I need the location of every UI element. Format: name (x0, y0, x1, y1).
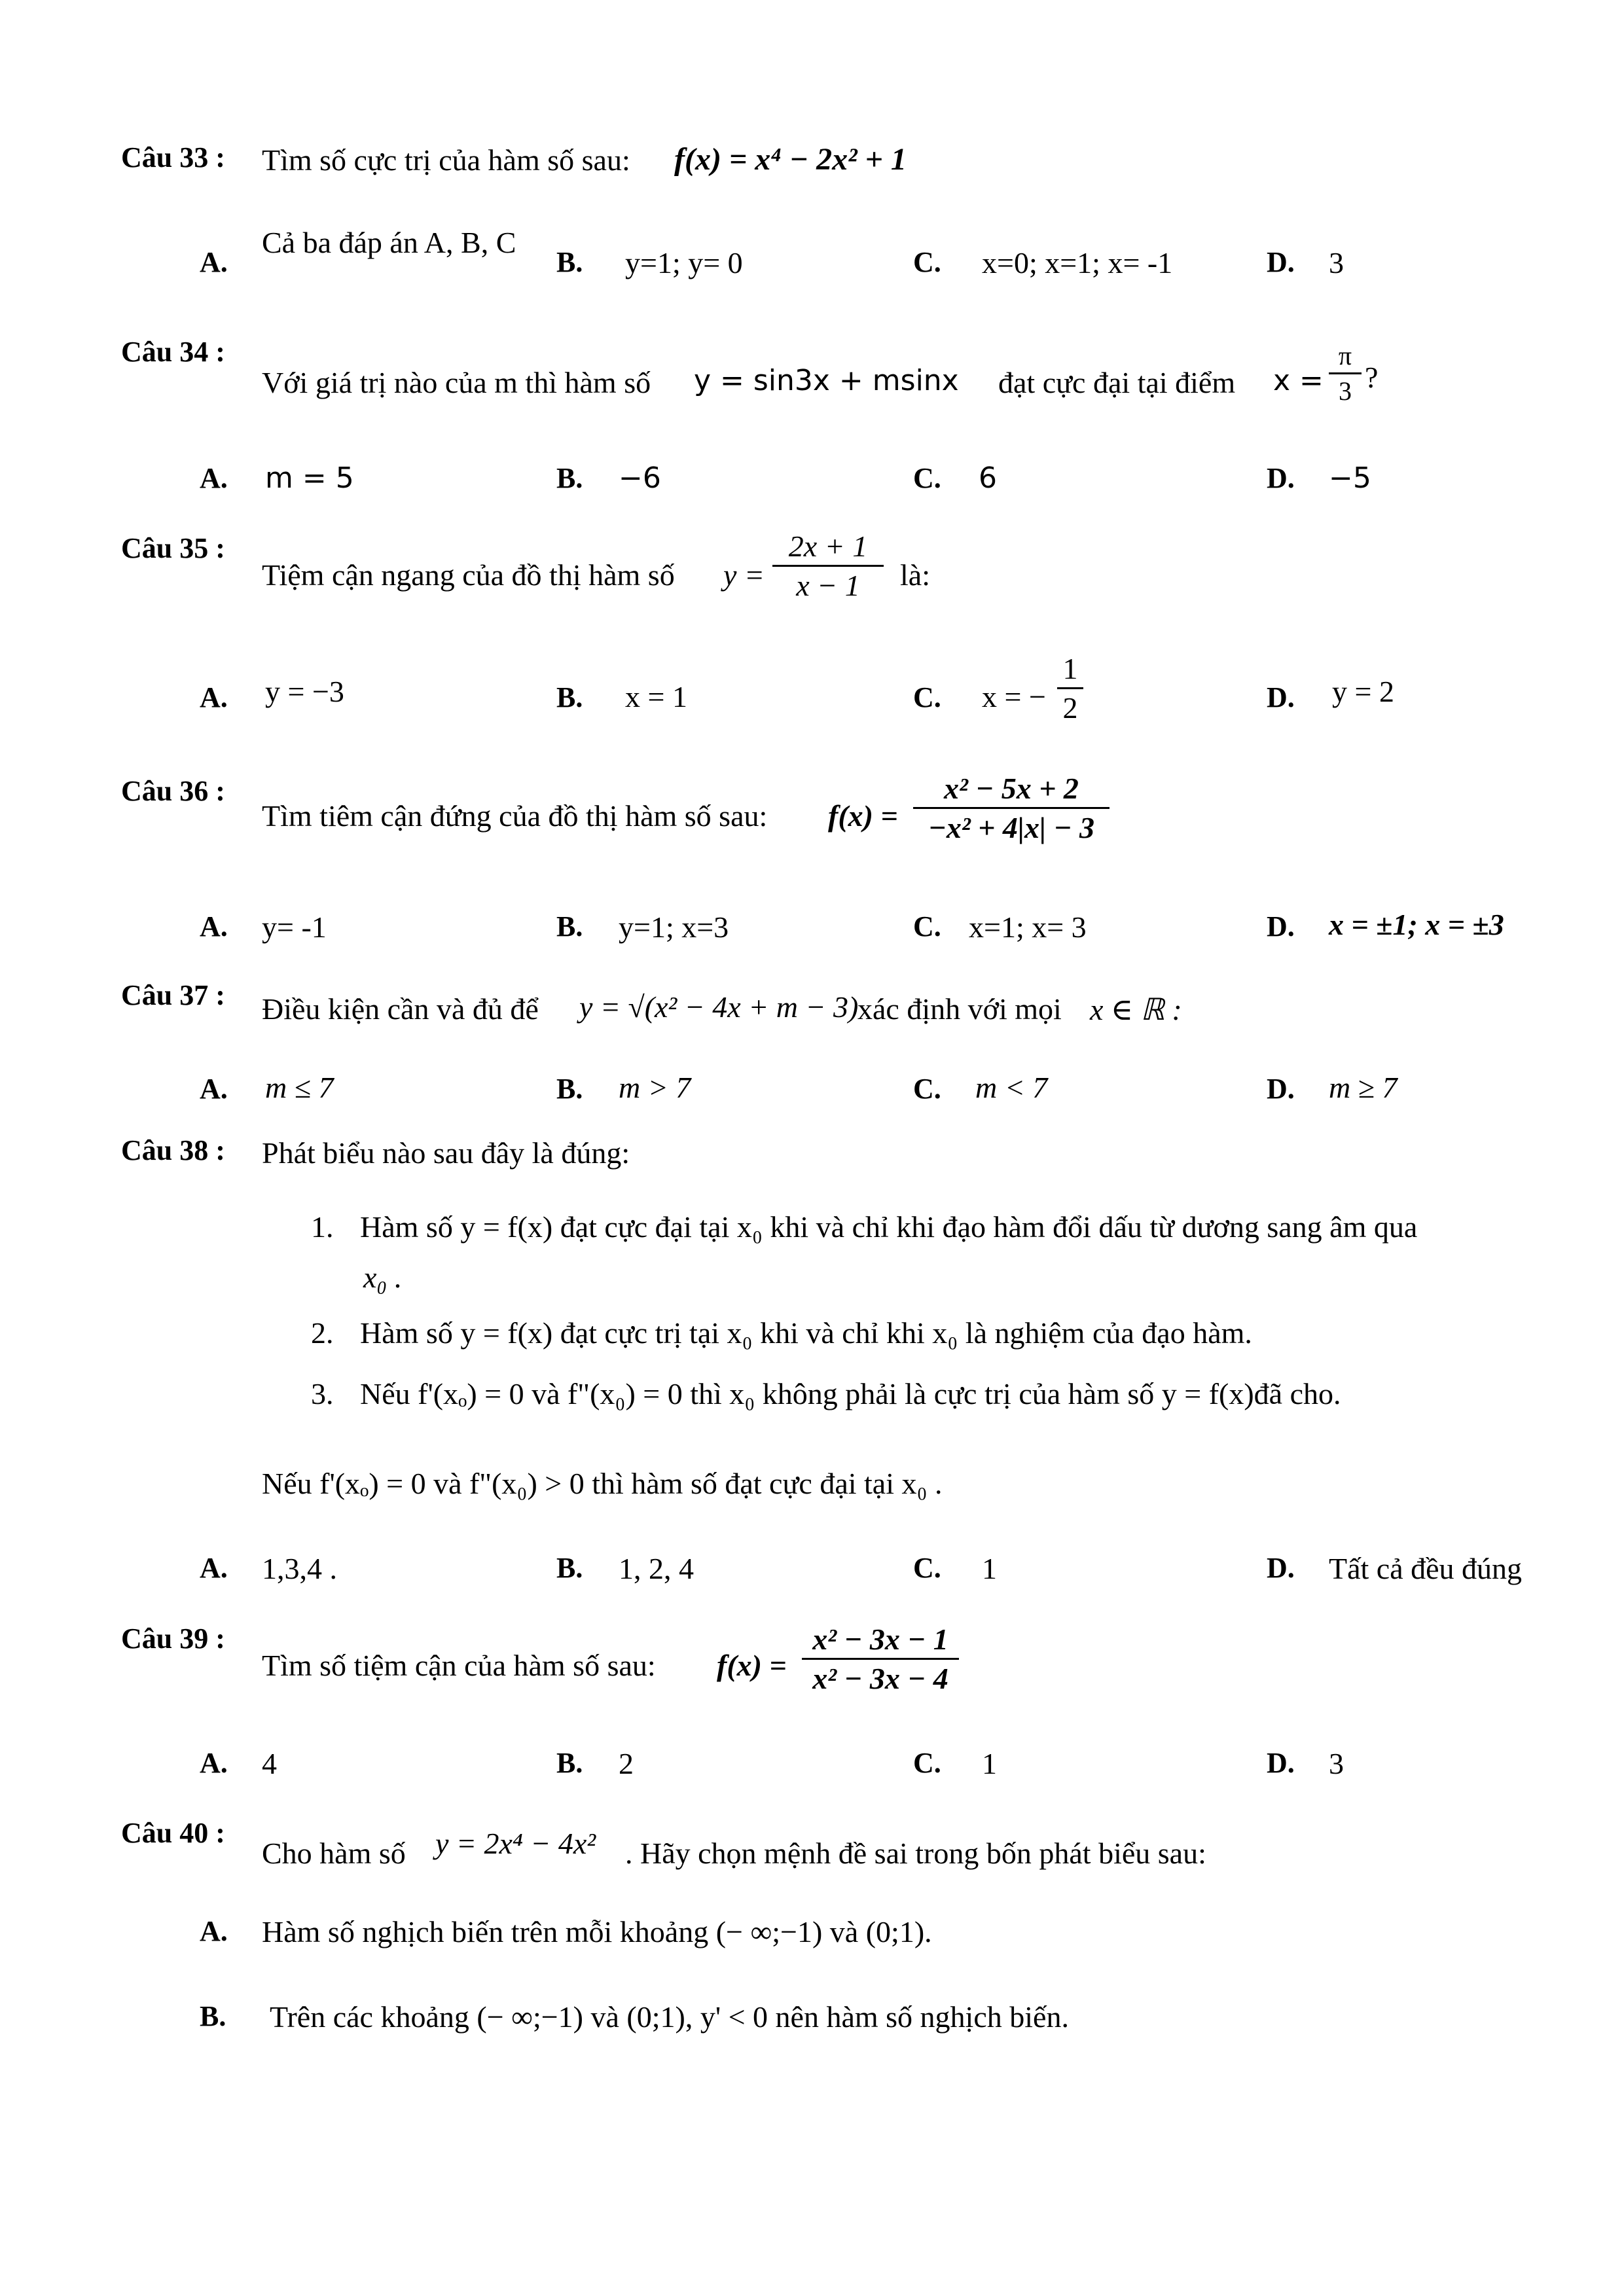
list-item: Hàm số y = f(x) đạt cực đại tại x₀ khi và chỉ khi đạo hàm đổi dấu từ dương sang âm qua (360, 1210, 1418, 1244)
option-text[interactable]: x=1; x= 3 (969, 910, 1087, 944)
option-letter[interactable]: D. (1267, 462, 1295, 494)
option-text[interactable]: 1,3,4 . (262, 1552, 337, 1585)
option-letter[interactable]: A. (200, 246, 228, 278)
question-mark: ? (1365, 361, 1379, 394)
option-text[interactable]: 4 (262, 1747, 277, 1780)
option-letter[interactable]: B. (556, 910, 583, 942)
option-text[interactable]: 3 (1329, 1747, 1344, 1780)
fraction-numerator: 2x + 1 (788, 529, 868, 563)
list-number: 2. (311, 1316, 334, 1350)
option-letter[interactable]: A. (200, 1747, 228, 1779)
option-letter[interactable]: D. (1267, 1073, 1295, 1105)
list-item: Hàm số y = f(x) đạt cực trị tại x₀ khi và chỉ khi x₀ là nghiệm của đạo hàm. (360, 1316, 1252, 1350)
option-letter[interactable]: B. (556, 681, 583, 713)
option-letter[interactable]: B. (556, 1552, 583, 1584)
fraction-denominator: x² − 3x − 4 (812, 1662, 948, 1695)
question-formula: y = 2x⁴ − 4x² (435, 1827, 596, 1860)
option-text[interactable]: m ≥ 7 (1329, 1071, 1398, 1104)
option-text[interactable]: y= -1 (262, 910, 327, 944)
question-label: Câu 40 : (121, 1817, 225, 1849)
fraction (1329, 340, 1362, 406)
option-letter[interactable]: C. (913, 462, 941, 494)
question-text: Tìm số cực trị của hàm số sau: (262, 143, 630, 177)
option-letter[interactable]: B. (200, 2000, 226, 2032)
question-text: Điều kiện cần và đủ để (262, 992, 539, 1026)
fraction-bar (802, 1658, 959, 1660)
fraction-bar (1057, 687, 1083, 689)
fraction-bar (913, 807, 1110, 809)
option-letter[interactable]: B. (556, 1073, 583, 1105)
fraction-denominator: x − 1 (796, 569, 860, 602)
question-text: Tiệm cận ngang của đồ thị hàm số (262, 558, 675, 592)
option-letter[interactable]: C. (913, 1073, 941, 1105)
option-text[interactable]: y=1; x=3 (619, 910, 729, 944)
option-text[interactable]: y = −3 (265, 675, 344, 708)
option-text[interactable]: 1, 2, 4 (619, 1552, 694, 1585)
option-letter[interactable]: A. (200, 910, 228, 942)
option-letter[interactable]: D. (1267, 681, 1295, 713)
fraction (772, 529, 884, 603)
option-text[interactable]: 3 (1329, 246, 1344, 279)
fraction (913, 771, 1110, 845)
option-text[interactable]: m > 7 (619, 1071, 691, 1104)
question-tail: là: (900, 558, 930, 592)
question-text: đạt cực đại tại điểm (998, 366, 1236, 399)
option-text[interactable]: x=0; x=1; x= -1 (982, 246, 1173, 279)
option-text[interactable]: y = 2 (1332, 675, 1394, 708)
fraction-numerator: x² − 5x + 2 (944, 772, 1079, 805)
fraction (1057, 651, 1083, 725)
question-text: Cho hàm số (262, 1837, 406, 1870)
list-item: Nếu f'(xₒ) = 0 và f"(x₀) = 0 thì x₀ không phải là cực trị của hàm số y = f(x)đã cho. (360, 1377, 1341, 1410)
option-text[interactable]: m < 7 (975, 1071, 1048, 1104)
option-text[interactable]: 6 (979, 461, 997, 495)
option-letter[interactable]: A. (200, 1915, 228, 1947)
question-label: Câu 39 : (121, 1623, 225, 1655)
option-letter[interactable]: B. (556, 462, 583, 494)
question-label: Câu 33 : (121, 141, 225, 173)
question-label: Câu 35 : (121, 532, 225, 564)
fraction-numerator: 1 (1062, 652, 1078, 685)
fraction-denominator: 3 (1339, 376, 1352, 406)
option-letter[interactable]: C. (913, 1552, 941, 1584)
option-letter[interactable]: A. (200, 1073, 228, 1105)
option-text[interactable]: 2 (619, 1747, 634, 1780)
question-formula: y = √(x² − 4x + m − 3) (579, 990, 859, 1024)
option-letter[interactable]: A. (200, 1552, 228, 1584)
option-letter[interactable]: C. (913, 910, 941, 942)
question-text: Tìm số tiệm cận của hàm số sau: (262, 1649, 656, 1682)
option-text[interactable]: Tất cả đều đúng (1329, 1552, 1523, 1585)
f-equals: f(x) = (828, 799, 898, 833)
extra-statement: Nếu f'(xₒ) = 0 và f"(x₀) > 0 thì hàm số đạt cực đại tại x₀ . (262, 1467, 943, 1500)
option-letter[interactable]: A. (200, 462, 228, 494)
option-letter[interactable]: D. (1267, 1747, 1295, 1779)
fraction-denominator: 2 (1062, 691, 1078, 725)
question-label: Câu 38 : (121, 1134, 225, 1166)
y-equals: y = (723, 558, 765, 592)
list-item-cont: x₀ . (363, 1261, 403, 1294)
fraction-numerator: x² − 3x − 1 (812, 1623, 948, 1656)
question-label: Câu 37 : (121, 979, 225, 1011)
x-equals: x = (1273, 364, 1324, 397)
question-text: Với giá trị nào của m thì hàm số (262, 366, 651, 399)
option-text[interactable]: x = 1 (625, 680, 687, 713)
question-label: Câu 36 : (121, 775, 225, 807)
question-label: Câu 34 : (121, 336, 225, 368)
option-text[interactable]: m = 5 (265, 461, 354, 495)
option-letter[interactable]: C. (913, 681, 941, 713)
option-text[interactable]: 1 (982, 1747, 997, 1780)
list-number: 3. (311, 1377, 334, 1410)
fraction-bar (1329, 372, 1362, 374)
question-formula: f(x) = x⁴ − 2x² + 1 (674, 142, 907, 177)
fraction (802, 1622, 959, 1696)
option-text[interactable]: Trên các khoảng (− ∞;−1) và (0;1), y' < 0 nên hàm số nghịch biến. (270, 2000, 1069, 2034)
question-text: Phát biểu nào sau đây là đúng: (262, 1136, 630, 1170)
option-text[interactable]: Hàm số nghịch biến trên mỗi khoảng (− ∞;−1) và (0;1). (262, 1915, 932, 1948)
option-letter[interactable]: A. (200, 681, 228, 713)
option-letter[interactable]: C. (913, 246, 941, 278)
option-text[interactable]: −6 (619, 461, 661, 495)
option-letter[interactable]: B. (556, 246, 583, 278)
option-text[interactable]: m ≤ 7 (265, 1071, 334, 1104)
option-text[interactable]: 1 (982, 1552, 997, 1585)
option-text[interactable]: x = ±1; x = ±3 (1329, 908, 1504, 941)
question-text: . Hãy chọn mệnh đề sai trong bốn phát biểu sau: (625, 1837, 1206, 1870)
option-text[interactable]: y=1; y= 0 (625, 246, 743, 279)
option-text[interactable]: −5 (1329, 461, 1371, 495)
option-letter[interactable]: D. (1267, 910, 1295, 942)
list-number: 1. (311, 1210, 334, 1244)
f-equals: f(x) = (717, 1649, 787, 1682)
option-text[interactable]: Cả ba đáp án A, B, C (262, 226, 516, 259)
option-letter[interactable]: D. (1267, 1552, 1295, 1584)
fraction-denominator: −x² + 4|x| − 3 (928, 811, 1094, 844)
question-text: xác định với mọi (857, 992, 1062, 1026)
fraction-numerator: π (1338, 341, 1352, 370)
fraction-bar (772, 565, 884, 567)
option-letter[interactable]: B. (556, 1747, 583, 1779)
option-text[interactable]: x = − (982, 680, 1046, 713)
option-letter[interactable]: C. (913, 1747, 941, 1779)
question-formula: y = sin3x + msinx (694, 364, 959, 397)
domain: x ∈ ℝ : (1090, 993, 1182, 1026)
question-text: Tìm tiêm cận đứng của đồ thị hàm số sau: (262, 799, 768, 833)
option-letter[interactable]: D. (1267, 246, 1295, 278)
